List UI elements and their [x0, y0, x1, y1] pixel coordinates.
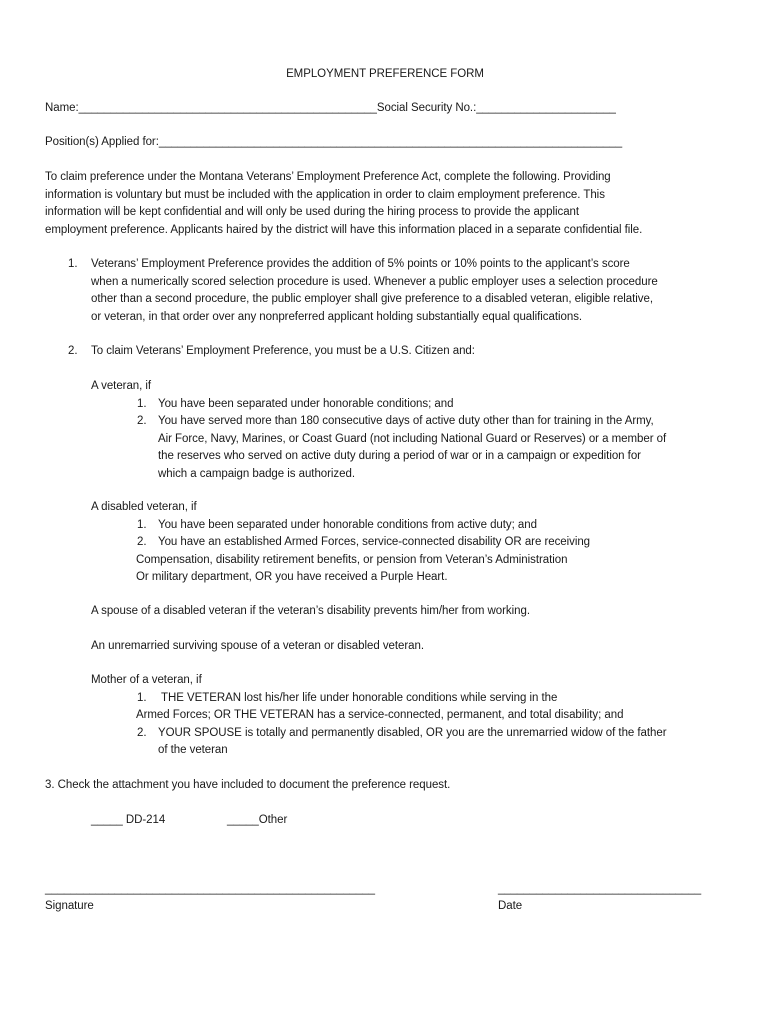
sub-number: 2.: [137, 536, 147, 548]
veteran-condition-line: Air Force, Navy, Marines, or Coast Guard (not including National Guard or Reserves) or a member of: [158, 432, 667, 445]
veteran-heading: A veteran, if: [91, 380, 152, 392]
date-label: Date: [498, 900, 523, 912]
disabled-condition-line: Compensation, disability retirement benefits, or pension from Veteran’s Administration: [136, 553, 568, 566]
item-1-line: or veteran, in that order over any nonpreferred applicant holding substantially equal qualifications.: [91, 310, 583, 323]
item-1-line: when a numerically scored selection procedure is used. Whenever a public employer uses a selection procedure: [91, 275, 658, 288]
form-title: EMPLOYMENT PREFERENCE FORM: [286, 68, 484, 80]
sub-number: 2.: [137, 415, 147, 427]
veteran-condition-line: You have served more than 180 consecutive days of active duty other than for training in the Army,: [158, 415, 654, 427]
item-1-line: other than a second procedure, the public employer shall give preference to a disabled veteran, eligible relative,: [91, 293, 653, 305]
sub-number: 2.: [137, 726, 147, 739]
veteran-condition-line: which a campaign badge is authorized.: [158, 467, 355, 480]
disabled-condition-line: You have an established Armed Forces, service-connected disability OR are receiving: [158, 536, 591, 548]
date-line[interactable]: ________________________________: [498, 883, 702, 895]
spouse-text: A spouse of a disabled veteran if the veteran’s disability prevents him/her from working.: [91, 605, 530, 617]
veteran-condition: You have been separated under honorable conditions; and: [158, 397, 454, 410]
name-ssn-field-line: Name:_______________________________________________Social Security No.:______________________: [45, 102, 616, 114]
disabled-veteran-heading: A disabled veteran, if: [91, 501, 197, 513]
item-2-text: To claim Veterans’ Employment Preference, you must be a U.S. Citizen and:: [91, 345, 475, 357]
veteran-condition-line: the reserves who served on active duty during a period of war or in a campaign or expedition for: [158, 450, 641, 462]
signature-line[interactable]: ____________________________________________________: [45, 883, 375, 895]
mother-heading: Mother of a veteran, if: [91, 674, 202, 686]
mother-condition-line: of the veteran: [158, 744, 228, 756]
signature-label: Signature: [45, 900, 94, 912]
other-checkbox-line[interactable]: _____Other: [227, 814, 288, 826]
intro-line: information will be kept confidential and will only be used during the hiring process to provide the applicant: [45, 206, 580, 218]
dd214-checkbox-line[interactable]: _____ DD-214: [91, 814, 166, 826]
mother-condition-line: THE VETERAN lost his/her life under honorable conditions while serving in the: [161, 691, 558, 704]
mother-condition-line: YOUR SPOUSE is totally and permanently disabled, OR you are the unremarried widow of the father: [158, 726, 667, 739]
item-1-line: Veterans’ Employment Preference provides the addition of 5% points or 10% points to the applicant’s score: [91, 258, 630, 270]
intro-line: To claim preference under the Montana Veterans’ Employment Preference Act, complete the following. Providing: [45, 171, 611, 183]
item-number: 1.: [68, 258, 78, 270]
item-number: 2.: [68, 345, 78, 357]
sub-number: 1.: [137, 691, 147, 704]
intro-line: employment preference. Applicants haired by the district will have this information placed in a separate confidential file.: [45, 223, 643, 236]
disabled-condition-line: Or military department, OR you have received a Purple Heart.: [136, 571, 448, 583]
intro-line: information is voluntary but must be included with the application in order to claim employment preference. This: [45, 188, 605, 201]
disabled-condition: You have been separated under honorable conditions from active duty; and: [158, 518, 537, 531]
unremarried-text: An unremarried surviving spouse of a veteran or disabled veteran.: [91, 640, 424, 652]
sub-number: 1.: [137, 397, 147, 410]
mother-condition-line: Armed Forces; OR THE VETERAN has a service-connected, permanent, and total disability; and: [136, 709, 624, 721]
sub-number: 1.: [137, 518, 147, 531]
position-field-line: Position(s) Applied for:_________________________________________________________________________: [45, 136, 623, 148]
item-3-text: 3. Check the attachment you have included to document the preference request.: [45, 779, 451, 791]
